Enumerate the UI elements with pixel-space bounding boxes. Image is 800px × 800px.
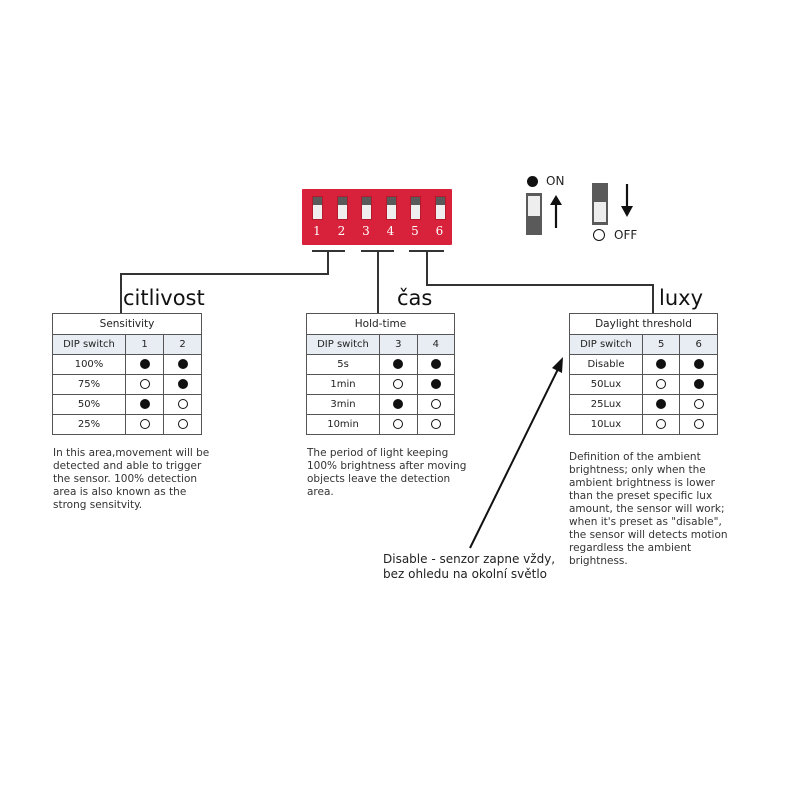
table-row xyxy=(307,355,455,375)
row-label: 50% xyxy=(53,395,126,415)
legend-off-label: OFF xyxy=(614,228,638,242)
row-label: 10Lux xyxy=(570,415,643,435)
header-cell: 4 xyxy=(417,335,455,355)
row-label: 3min xyxy=(307,395,380,415)
switch-on-dot xyxy=(140,399,150,409)
row-label: 75% xyxy=(53,375,126,395)
switch-off-dot xyxy=(656,379,666,389)
arrow-up-icon xyxy=(549,194,563,228)
legend-on-switch-icon xyxy=(526,193,542,235)
connector-1-vertical xyxy=(327,251,329,274)
header-cell: 5 xyxy=(643,335,680,355)
switch-on-dot xyxy=(140,359,150,369)
connector-1-horizontal xyxy=(120,273,329,275)
annotation-note xyxy=(383,552,568,582)
switch-off-dot xyxy=(393,419,403,429)
row-label: 100% xyxy=(53,355,126,375)
row-label: 25% xyxy=(53,415,126,435)
table-title: Hold-time xyxy=(307,314,455,335)
annotation-line-1: Disable - senzor zapne vždy, xyxy=(383,552,556,566)
table-row xyxy=(53,375,202,395)
legend-off-dot xyxy=(593,229,605,241)
dip-slot-number: 6 xyxy=(435,224,444,238)
daylight-description: Definition of the ambient brightness; only when the ambient brightness is lower than the preset specific lux amount, the sensor will work; when it's preset as "disable", the sensor will detects motion regardless the ambient brightness. xyxy=(569,451,728,567)
table-row xyxy=(53,415,202,435)
row-label: 50Lux xyxy=(570,375,643,395)
table-row xyxy=(307,395,455,415)
connector-3-drop xyxy=(652,284,654,313)
dip-slot[interactable] xyxy=(312,196,323,220)
switch-off-dot xyxy=(393,379,403,389)
table-row xyxy=(570,375,718,395)
row-label: 5s xyxy=(307,355,380,375)
heading-lux: luxy xyxy=(659,286,703,310)
switch-off-dot xyxy=(140,419,150,429)
connector-3-horizontal xyxy=(426,284,653,286)
legend-on-dot xyxy=(527,176,538,187)
legend-on-label: ON xyxy=(546,174,565,188)
dip-slot[interactable] xyxy=(410,196,421,220)
table-title: Daylight threshold xyxy=(570,314,718,335)
dip-slot-number: 5 xyxy=(411,224,419,238)
header-cell: 3 xyxy=(380,335,418,355)
annotation-line-2: bez ohledu na okolní světlo xyxy=(383,567,547,581)
switch-on-dot xyxy=(431,359,441,369)
dip-slot-number: 1 xyxy=(313,224,321,238)
annotation-arrow xyxy=(460,355,570,555)
dip-slot-number: 4 xyxy=(386,224,395,238)
switch-off-dot xyxy=(178,419,188,429)
switch-off-dot xyxy=(656,419,666,429)
dip-slot[interactable] xyxy=(435,196,446,220)
table-row xyxy=(570,355,718,375)
row-label: 10min xyxy=(307,415,380,435)
legend-off-switch-icon xyxy=(592,183,608,225)
header-cell: 2 xyxy=(164,335,202,355)
row-label: Disable xyxy=(570,355,643,375)
table-row xyxy=(53,395,202,415)
table-title: Sensitivity xyxy=(53,314,202,335)
switch-off-dot xyxy=(694,419,704,429)
header-cell: 6 xyxy=(680,335,718,355)
header-cell: DIP switch xyxy=(53,335,126,355)
switch-on-dot xyxy=(393,359,403,369)
bracket-group-1 xyxy=(312,250,345,252)
dip-slot[interactable] xyxy=(337,196,348,220)
dip-slot-number: 2 xyxy=(337,224,346,238)
switch-on-dot xyxy=(656,399,666,409)
row-label: 1min xyxy=(307,375,380,395)
table-row xyxy=(570,415,718,435)
sensitivity-table xyxy=(52,313,202,435)
dip-slot[interactable] xyxy=(386,196,397,220)
switch-off-dot xyxy=(431,399,441,409)
header-cell: DIP switch xyxy=(307,335,380,355)
connector-1-drop xyxy=(120,273,122,313)
dip-slot-number: 3 xyxy=(362,224,370,238)
row-label: 25Lux xyxy=(570,395,643,415)
switch-on-dot xyxy=(694,379,704,389)
switch-on-dot xyxy=(178,359,188,369)
table-row xyxy=(307,375,455,395)
heading-hold-time: čas xyxy=(397,286,433,310)
table-row xyxy=(53,355,202,375)
dip-switch-block xyxy=(302,189,452,245)
heading-sensitivity: citlivost xyxy=(123,286,205,310)
daylight-threshold-table xyxy=(569,313,718,435)
arrow-down-icon xyxy=(620,184,634,218)
switch-on-dot xyxy=(694,359,704,369)
switch-off-dot xyxy=(431,419,441,429)
switch-off-dot xyxy=(140,379,150,389)
connector-2-vertical xyxy=(377,251,379,313)
dip-slot[interactable] xyxy=(361,196,372,220)
switch-on-dot xyxy=(178,379,188,389)
table-row xyxy=(570,395,718,415)
header-cell: DIP switch xyxy=(570,335,643,355)
switch-off-dot xyxy=(694,399,704,409)
switch-on-dot xyxy=(393,399,403,409)
table-row xyxy=(307,415,455,435)
switch-off-dot xyxy=(178,399,188,409)
hold-time-table xyxy=(306,313,455,435)
header-cell: 1 xyxy=(126,335,164,355)
switch-on-dot xyxy=(431,379,441,389)
connector-3-vertical xyxy=(426,251,428,285)
switch-on-dot xyxy=(656,359,666,369)
hold-time-description: The period of light keeping 100% brightness after moving objects leave the detection area. xyxy=(307,447,467,498)
sensitivity-description: In this area,movement will be detected and able to trigger the sensor. 100% detection area is also known as the strong sensitvity. xyxy=(53,447,210,511)
